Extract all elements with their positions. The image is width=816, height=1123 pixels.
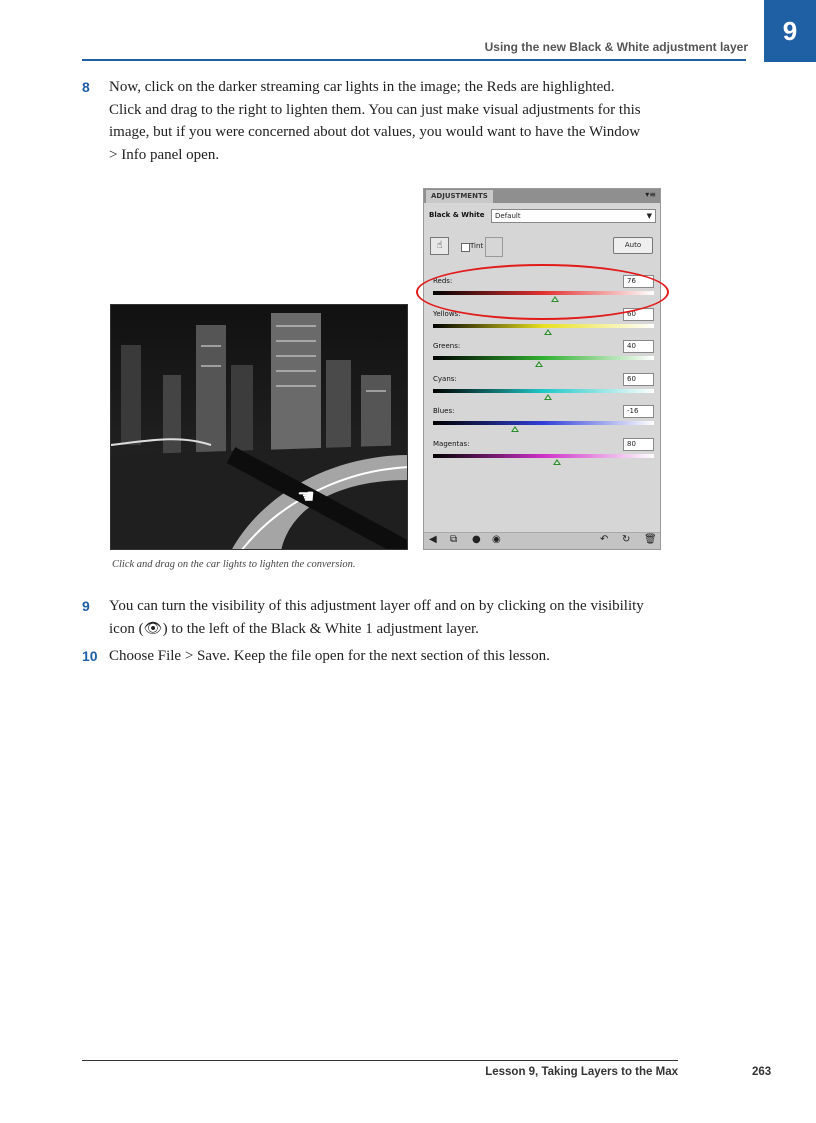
slider-thumb[interactable] [511,426,519,432]
step-text: Choose File > Save. Keep the file open for the next section of this lesson. [109,648,550,664]
slider-value-input[interactable]: -16 [623,405,654,418]
footer-lesson-title: Lesson 9, Taking Layers to the Max [485,1066,678,1078]
slider-track[interactable] [433,421,654,425]
slider-value-input[interactable]: 40 [623,340,654,353]
back-arrow-icon[interactable]: ◀ [429,534,437,545]
hand-cursor-icon: ☚ [297,486,315,508]
layer-clip-icon[interactable]: ⧉ [450,534,458,545]
tint-checkbox[interactable] [461,243,470,252]
figure-caption: Click and drag on the car lights to lighten the conversion. [112,559,356,570]
city-night-photo[interactable] [110,304,408,550]
page-number: 263 [752,1066,772,1078]
footer-rule [82,1060,678,1061]
slider-value-input[interactable]: 80 [623,438,654,451]
step-number: 8 [82,79,90,95]
slider-label: Magentas: [433,439,470,448]
panel-header [424,189,660,203]
header-rule [82,59,746,61]
adjustments-panel [423,188,661,550]
slider-track[interactable] [433,356,654,360]
slider-label: Blues: [433,407,455,415]
slider-thumb[interactable] [535,361,543,367]
previous-state-icon[interactable]: ↶ [600,534,609,545]
step-number: 10 [82,648,98,664]
reset-icon[interactable]: ↻ [622,534,631,545]
reds-highlight-ellipse [416,264,669,320]
trash-icon[interactable]: 🗑 [644,534,657,545]
slider-label: Yellows: [433,309,461,318]
slider-value-input[interactable]: 60 [623,308,654,321]
eye-icon[interactable]: ◉ [492,534,501,545]
slider-row [424,342,660,374]
tint-label: Tint [470,242,484,250]
chevron-down-icon: ▼ [646,212,652,220]
slider-label: Reds: [433,277,453,285]
step-text: Now, click on the darker streaming car lights in the image; the Reds are highlighted. Click and drag to the right to lighten them. You can just make visual adjustments for this image, but if you were concerned about dot values, you would want to have the Window > Info panel open. [109,79,641,163]
preset-dropdown[interactable] [491,209,656,223]
tint-color-swatch[interactable] [485,237,503,257]
slider-track[interactable] [433,389,654,393]
slider-row [424,440,660,472]
slider-track[interactable] [433,454,654,458]
tab-adjustments[interactable]: ADJUSTMENTS [426,190,493,203]
slider-label: Greens: [433,342,461,350]
hand-icon: ☝ [436,240,443,251]
slider-thumb[interactable] [553,459,561,465]
preset-value: Default [495,212,521,220]
chapter-tab: 9 [764,0,816,62]
slider-track[interactable] [433,324,654,328]
running-header: Using the new Black & White adjustment layer [484,40,748,54]
panel-menu-icon[interactable]: ▾≡ [645,190,656,199]
step-number: 9 [82,598,90,614]
auto-button[interactable]: Auto [613,237,653,254]
slider-thumb[interactable] [544,394,552,400]
step-text: You can turn the visibility of this adjustment layer off and on by clicking on the visibility icon (👁) to the left of the Black & White 1 adjustment layer. [109,598,644,637]
slider-value-input[interactable]: 60 [623,373,654,386]
panel-footer [424,532,660,549]
targeted-adjustment-tool-button[interactable] [430,237,449,255]
slider-row [424,375,660,407]
mask-icon[interactable]: ● [472,534,481,545]
adjustment-type-label: Black & White [429,211,485,219]
slider-label: Cyans: [433,374,457,383]
slider-value-input[interactable]: 76 [623,275,654,288]
slider-row [424,407,660,439]
slider-thumb[interactable] [544,329,552,335]
